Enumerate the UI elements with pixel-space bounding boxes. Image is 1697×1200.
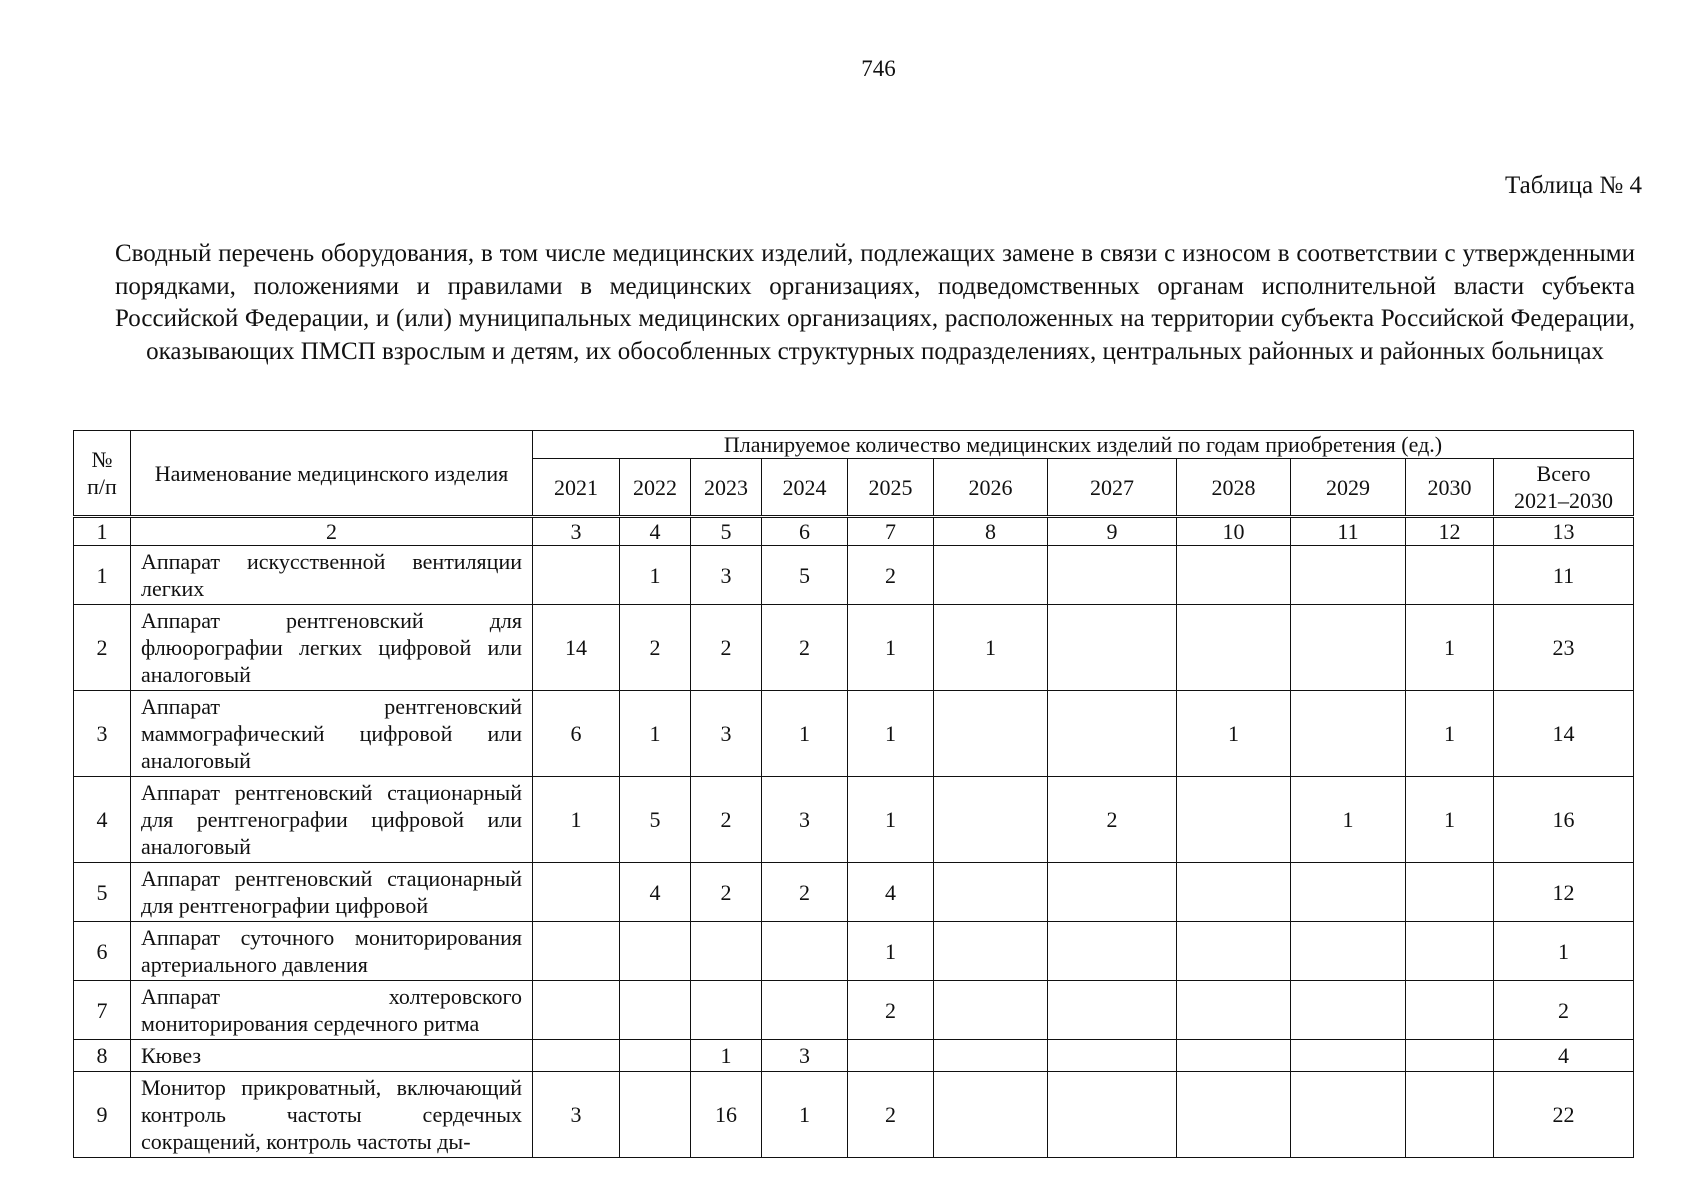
table-row <box>74 777 1634 863</box>
quantity-cell: 5 <box>620 777 691 863</box>
quantity-cell <box>1291 691 1406 777</box>
quantity-cell: 2 <box>691 863 762 922</box>
quantity-cell <box>934 981 1048 1040</box>
quantity-cell: 14 <box>533 605 620 691</box>
row-number: 2 <box>74 605 131 691</box>
device-name: Аппарат рентгеновский маммографический цифровой или аналоговый <box>131 691 533 777</box>
header-total: Всего 2021–2030 <box>1494 459 1634 517</box>
quantity-cell: 1 <box>1406 605 1494 691</box>
quantity-cell <box>1406 922 1494 981</box>
header-group: Планируемое количество медицинских изделий по годам приобретения (ед.) <box>533 431 1634 459</box>
equipment-table <box>73 430 1634 1158</box>
quantity-cell <box>1406 546 1494 605</box>
quantity-cell: 3 <box>762 1040 848 1072</box>
quantity-cell <box>620 1072 691 1158</box>
quantity-cell <box>934 1072 1048 1158</box>
header-year-2030: 2030 <box>1406 459 1494 517</box>
device-name: Монитор прикроватный, включающий контроль частоты сердечных сокращений, контроль частоты ды- <box>131 1072 533 1158</box>
column-number-cell: 11 <box>1291 517 1406 546</box>
quantity-cell <box>1291 922 1406 981</box>
column-number-cell: 2 <box>131 517 533 546</box>
header-year-2021: 2021 <box>533 459 620 517</box>
column-number-cell: 5 <box>691 517 762 546</box>
quantity-cell <box>620 1040 691 1072</box>
quantity-cell <box>848 1040 934 1072</box>
header-year-2025: 2025 <box>848 459 934 517</box>
quantity-cell: 1 <box>762 1072 848 1158</box>
total-cell: 4 <box>1494 1040 1634 1072</box>
device-name: Аппарат рентгеновский стационарный для рентгенографии цифровой <box>131 863 533 922</box>
quantity-cell: 3 <box>691 691 762 777</box>
quantity-cell <box>762 922 848 981</box>
table-row <box>74 691 1634 777</box>
quantity-cell: 2 <box>762 605 848 691</box>
header-year-2028: 2028 <box>1177 459 1291 517</box>
quantity-cell <box>1291 1072 1406 1158</box>
quantity-cell <box>620 922 691 981</box>
header-year-2029: 2029 <box>1291 459 1406 517</box>
quantity-cell <box>1177 777 1291 863</box>
table-row <box>74 981 1634 1040</box>
column-number-cell: 10 <box>1177 517 1291 546</box>
column-number-cell: 4 <box>620 517 691 546</box>
page-number: 746 <box>861 56 896 81</box>
quantity-cell <box>934 1040 1048 1072</box>
quantity-cell: 6 <box>533 691 620 777</box>
column-number-cell: 12 <box>1406 517 1494 546</box>
header-year-2026: 2026 <box>934 459 1048 517</box>
quantity-cell <box>1406 981 1494 1040</box>
column-number-cell: 7 <box>848 517 934 546</box>
header-year-2023: 2023 <box>691 459 762 517</box>
column-number-row <box>74 517 1634 546</box>
quantity-cell <box>1048 605 1177 691</box>
quantity-cell: 16 <box>691 1072 762 1158</box>
total-cell: 12 <box>1494 863 1634 922</box>
row-number: 9 <box>74 1072 131 1158</box>
quantity-cell <box>1048 922 1177 981</box>
quantity-cell <box>533 981 620 1040</box>
quantity-cell: 3 <box>691 546 762 605</box>
column-number-cell: 8 <box>934 517 1048 546</box>
quantity-cell: 3 <box>533 1072 620 1158</box>
quantity-cell <box>1291 546 1406 605</box>
quantity-cell <box>934 546 1048 605</box>
quantity-cell <box>533 546 620 605</box>
quantity-cell <box>1048 1040 1177 1072</box>
total-cell: 22 <box>1494 1072 1634 1158</box>
quantity-cell: 1 <box>1406 777 1494 863</box>
quantity-cell <box>691 922 762 981</box>
quantity-cell: 1 <box>691 1040 762 1072</box>
row-number: 1 <box>74 546 131 605</box>
row-number: 6 <box>74 922 131 981</box>
quantity-cell <box>1406 863 1494 922</box>
row-number: 7 <box>74 981 131 1040</box>
column-number-cell: 6 <box>762 517 848 546</box>
quantity-cell <box>691 981 762 1040</box>
quantity-cell <box>934 691 1048 777</box>
quantity-cell: 1 <box>848 777 934 863</box>
quantity-cell <box>934 863 1048 922</box>
column-number-cell: 13 <box>1494 517 1634 546</box>
quantity-cell: 2 <box>691 777 762 863</box>
row-number: 8 <box>74 1040 131 1072</box>
quantity-cell <box>1291 981 1406 1040</box>
row-number: 4 <box>74 777 131 863</box>
header-year-2024: 2024 <box>762 459 848 517</box>
quantity-cell <box>1406 1040 1494 1072</box>
quantity-cell: 2 <box>620 605 691 691</box>
quantity-cell <box>620 981 691 1040</box>
quantity-cell <box>762 981 848 1040</box>
quantity-cell <box>1291 1040 1406 1072</box>
header-year-2022: 2022 <box>620 459 691 517</box>
row-number: 3 <box>74 691 131 777</box>
quantity-cell: 2 <box>848 981 934 1040</box>
total-cell: 1 <box>1494 922 1634 981</box>
table-row <box>74 1040 1634 1072</box>
quantity-cell <box>1048 1072 1177 1158</box>
quantity-cell <box>533 863 620 922</box>
quantity-cell: 1 <box>533 777 620 863</box>
row-number: 5 <box>74 863 131 922</box>
device-name: Аппарат рентгеновский для флюорографии легких цифровой или аналоговый <box>131 605 533 691</box>
column-number-cell: 3 <box>533 517 620 546</box>
header-name: Наименование медицинского изделия <box>131 431 533 517</box>
column-number-cell: 9 <box>1048 517 1177 546</box>
quantity-cell <box>1291 863 1406 922</box>
total-cell: 2 <box>1494 981 1634 1040</box>
quantity-cell <box>1048 863 1177 922</box>
column-number-cell: 1 <box>74 517 131 546</box>
quantity-cell: 2 <box>848 546 934 605</box>
quantity-cell <box>1177 863 1291 922</box>
total-cell: 23 <box>1494 605 1634 691</box>
quantity-cell: 2 <box>848 1072 934 1158</box>
quantity-cell <box>1177 1072 1291 1158</box>
total-cell: 16 <box>1494 777 1634 863</box>
table-row <box>74 1072 1634 1158</box>
quantity-cell: 2 <box>691 605 762 691</box>
quantity-cell: 2 <box>762 863 848 922</box>
quantity-cell <box>1177 922 1291 981</box>
quantity-cell <box>1048 546 1177 605</box>
device-name: Аппарат искусственной вентиляции легких <box>131 546 533 605</box>
quantity-cell: 1 <box>934 605 1048 691</box>
quantity-cell: 1 <box>848 922 934 981</box>
quantity-cell <box>1048 691 1177 777</box>
quantity-cell <box>1406 1072 1494 1158</box>
total-cell: 11 <box>1494 546 1634 605</box>
quantity-cell: 1 <box>1177 691 1291 777</box>
quantity-cell: 3 <box>762 777 848 863</box>
header-year-2027: 2027 <box>1048 459 1177 517</box>
device-name: Аппарат рентгеновский стационарный для рентгенографии цифровой или аналоговый <box>131 777 533 863</box>
device-name: Аппарат холтеровского мониторирования сердечного ритма <box>131 981 533 1040</box>
table-row <box>74 922 1634 981</box>
device-name: Аппарат суточного мониторирования артериального давления <box>131 922 533 981</box>
quantity-cell <box>1177 1040 1291 1072</box>
quantity-cell: 4 <box>848 863 934 922</box>
table-row <box>74 546 1634 605</box>
quantity-cell: 2 <box>1048 777 1177 863</box>
quantity-cell <box>1048 981 1177 1040</box>
quantity-cell: 1 <box>1406 691 1494 777</box>
quantity-cell <box>533 1040 620 1072</box>
device-name: Кювез <box>131 1040 533 1072</box>
document-title: Сводный перечень оборудования, в том числе медицинских изделий, подлежащих замене в связи с износом в соответствии с утвержденными порядками, положениями и правилами в медицинских организациях, подведомственных органам исполнительной власти субъекта Российской Федерации, и (или) муниципальных медицинских организациях, расположенных на территории субъекта Российской Федерации, оказывающих ПМСП взрослым и детям, их обособленных структурных подразделениях, центральных районных и районных больницах <box>115 240 1635 365</box>
quantity-cell <box>934 777 1048 863</box>
quantity-cell: 1 <box>848 691 934 777</box>
quantity-cell: 1 <box>1291 777 1406 863</box>
quantity-cell: 1 <box>620 546 691 605</box>
quantity-cell: 4 <box>620 863 691 922</box>
quantity-cell: 1 <box>762 691 848 777</box>
table-label: Таблица № 4 <box>1504 172 1642 199</box>
quantity-cell <box>533 922 620 981</box>
quantity-cell <box>1177 981 1291 1040</box>
quantity-cell: 1 <box>620 691 691 777</box>
quantity-cell <box>934 922 1048 981</box>
quantity-cell <box>1177 546 1291 605</box>
quantity-cell: 5 <box>762 546 848 605</box>
table-row <box>74 605 1634 691</box>
table-row <box>74 863 1634 922</box>
quantity-cell: 1 <box>848 605 934 691</box>
quantity-cell <box>1177 605 1291 691</box>
total-cell: 14 <box>1494 691 1634 777</box>
header-num: № п/п <box>74 431 131 517</box>
quantity-cell <box>1291 605 1406 691</box>
